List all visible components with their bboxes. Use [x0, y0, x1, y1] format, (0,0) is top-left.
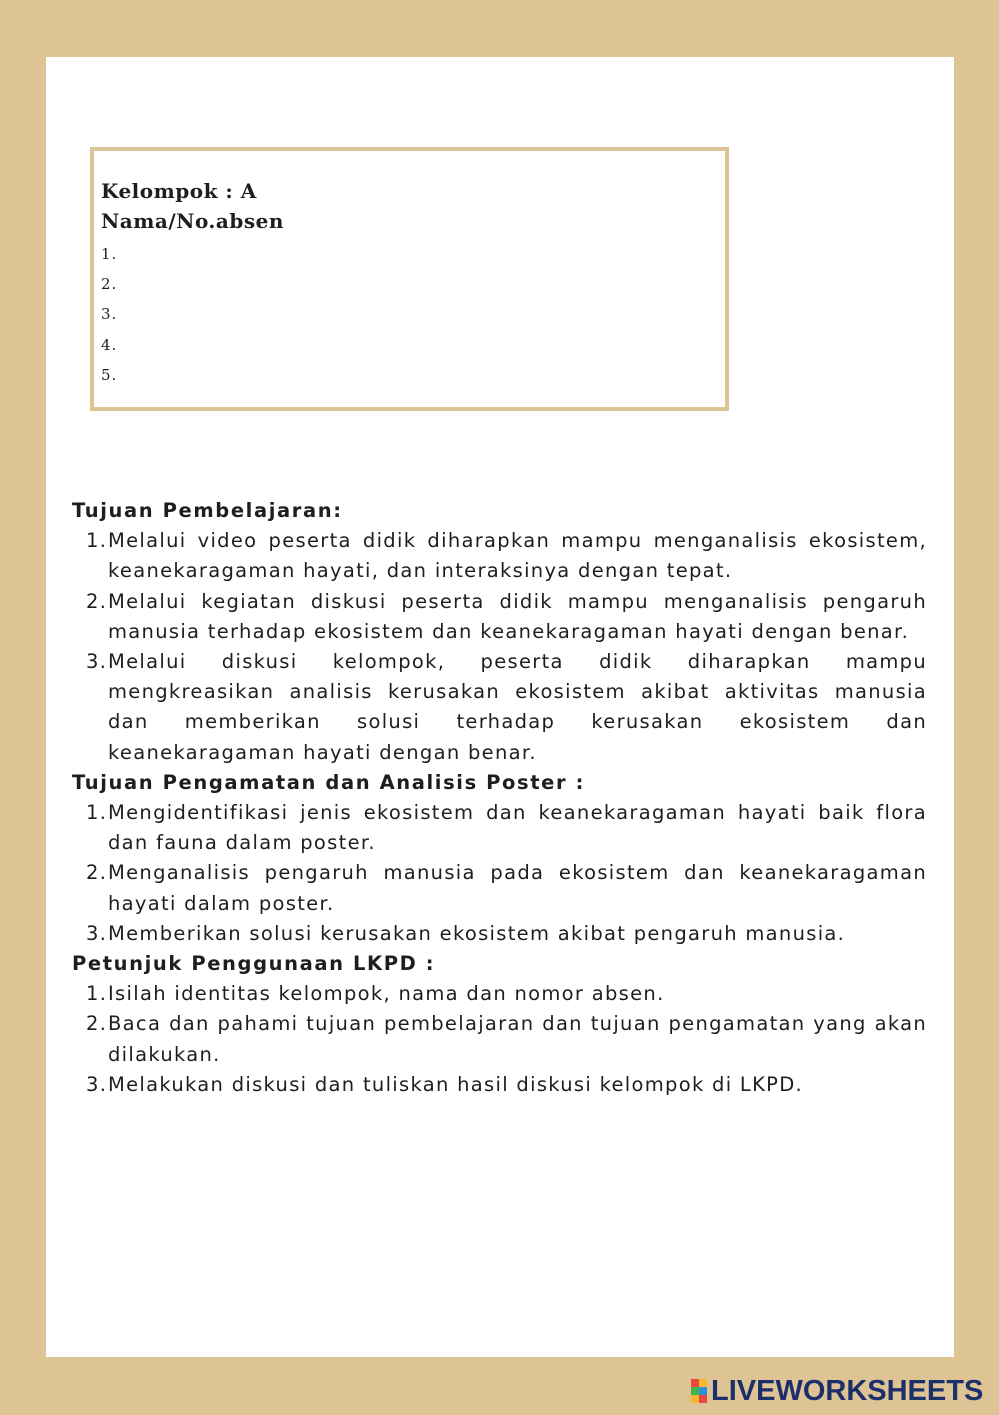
liveworksheets-logo[interactable]: [691, 1375, 983, 1407]
list-item: 3. Melalui diskusi kelompok, peserta didik diharapkan mampu mengkreasikan analisis kerusakan ekosistem akibat aktivitas manusia dan memberikan solusi terhadap kerusakan ekosistem dan keanekaragaman hayati dengan benar.: [86, 650, 927, 764]
liveworksheets-logo-text: LIVEWORKSHEETS: [711, 1374, 984, 1407]
list-item: 3. Melakukan diskusi dan tuliskan hasil diskusi kelompok di LKPD.: [86, 1072, 804, 1096]
member-number-2: 2.: [101, 275, 118, 293]
worksheet-content: [72, 496, 927, 1100]
list-item: 1. Isilah identitas kelompok, nama dan nomor absen.: [86, 982, 665, 1006]
identity-box: [90, 147, 729, 411]
name-number-label: Nama/No.absen: [101, 209, 284, 233]
member-number-5: 5.: [101, 366, 118, 384]
list-item: 2. Menganalisis pengaruh manusia pada ekosistem dan keanekaragaman hayati dalam poster.: [86, 861, 927, 915]
list-item: 1. Mengidentifikasi jenis ekosistem dan keanekaragaman hayati baik flora dan fauna dalam poster.: [86, 801, 927, 855]
group-label: Kelompok : A: [101, 179, 257, 203]
poster-objectives-list: [72, 798, 927, 949]
member-number-4: 4.: [101, 336, 118, 354]
section-title-learning-objectives: Tujuan Pembelajaran:: [72, 499, 343, 522]
instructions-list: [72, 979, 927, 1100]
section-title-instructions: Petunjuk Penggunaan LKPD :: [72, 952, 436, 976]
liveworksheets-logo-icon: [691, 1379, 707, 1403]
section-title-poster-objectives: Tujuan Pengamatan dan Analisis Poster :: [72, 770, 586, 794]
member-number-3: 3.: [101, 305, 118, 323]
member-number-1: 1.: [101, 245, 118, 263]
list-item: 1. Melalui video peserta didik diharapkan mampu menganalisis ekosistem, keanekaragaman hayati, dan interaksinya dengan tepat.: [86, 529, 927, 583]
list-item: 2. Baca dan pahami tujuan pembelajaran dan tujuan pengamatan yang akan dilakukan.: [86, 1012, 927, 1066]
list-item: 2. Melalui kegiatan diskusi peserta didik mampu menganalisis pengaruh manusia terhadap ekosistem dan keanekaragaman hayati dengan benar.: [86, 589, 927, 643]
learning-objectives-list: [72, 526, 927, 768]
list-item: 3. Memberikan solusi kerusakan ekosistem akibat pengaruh manusia.: [86, 921, 846, 945]
